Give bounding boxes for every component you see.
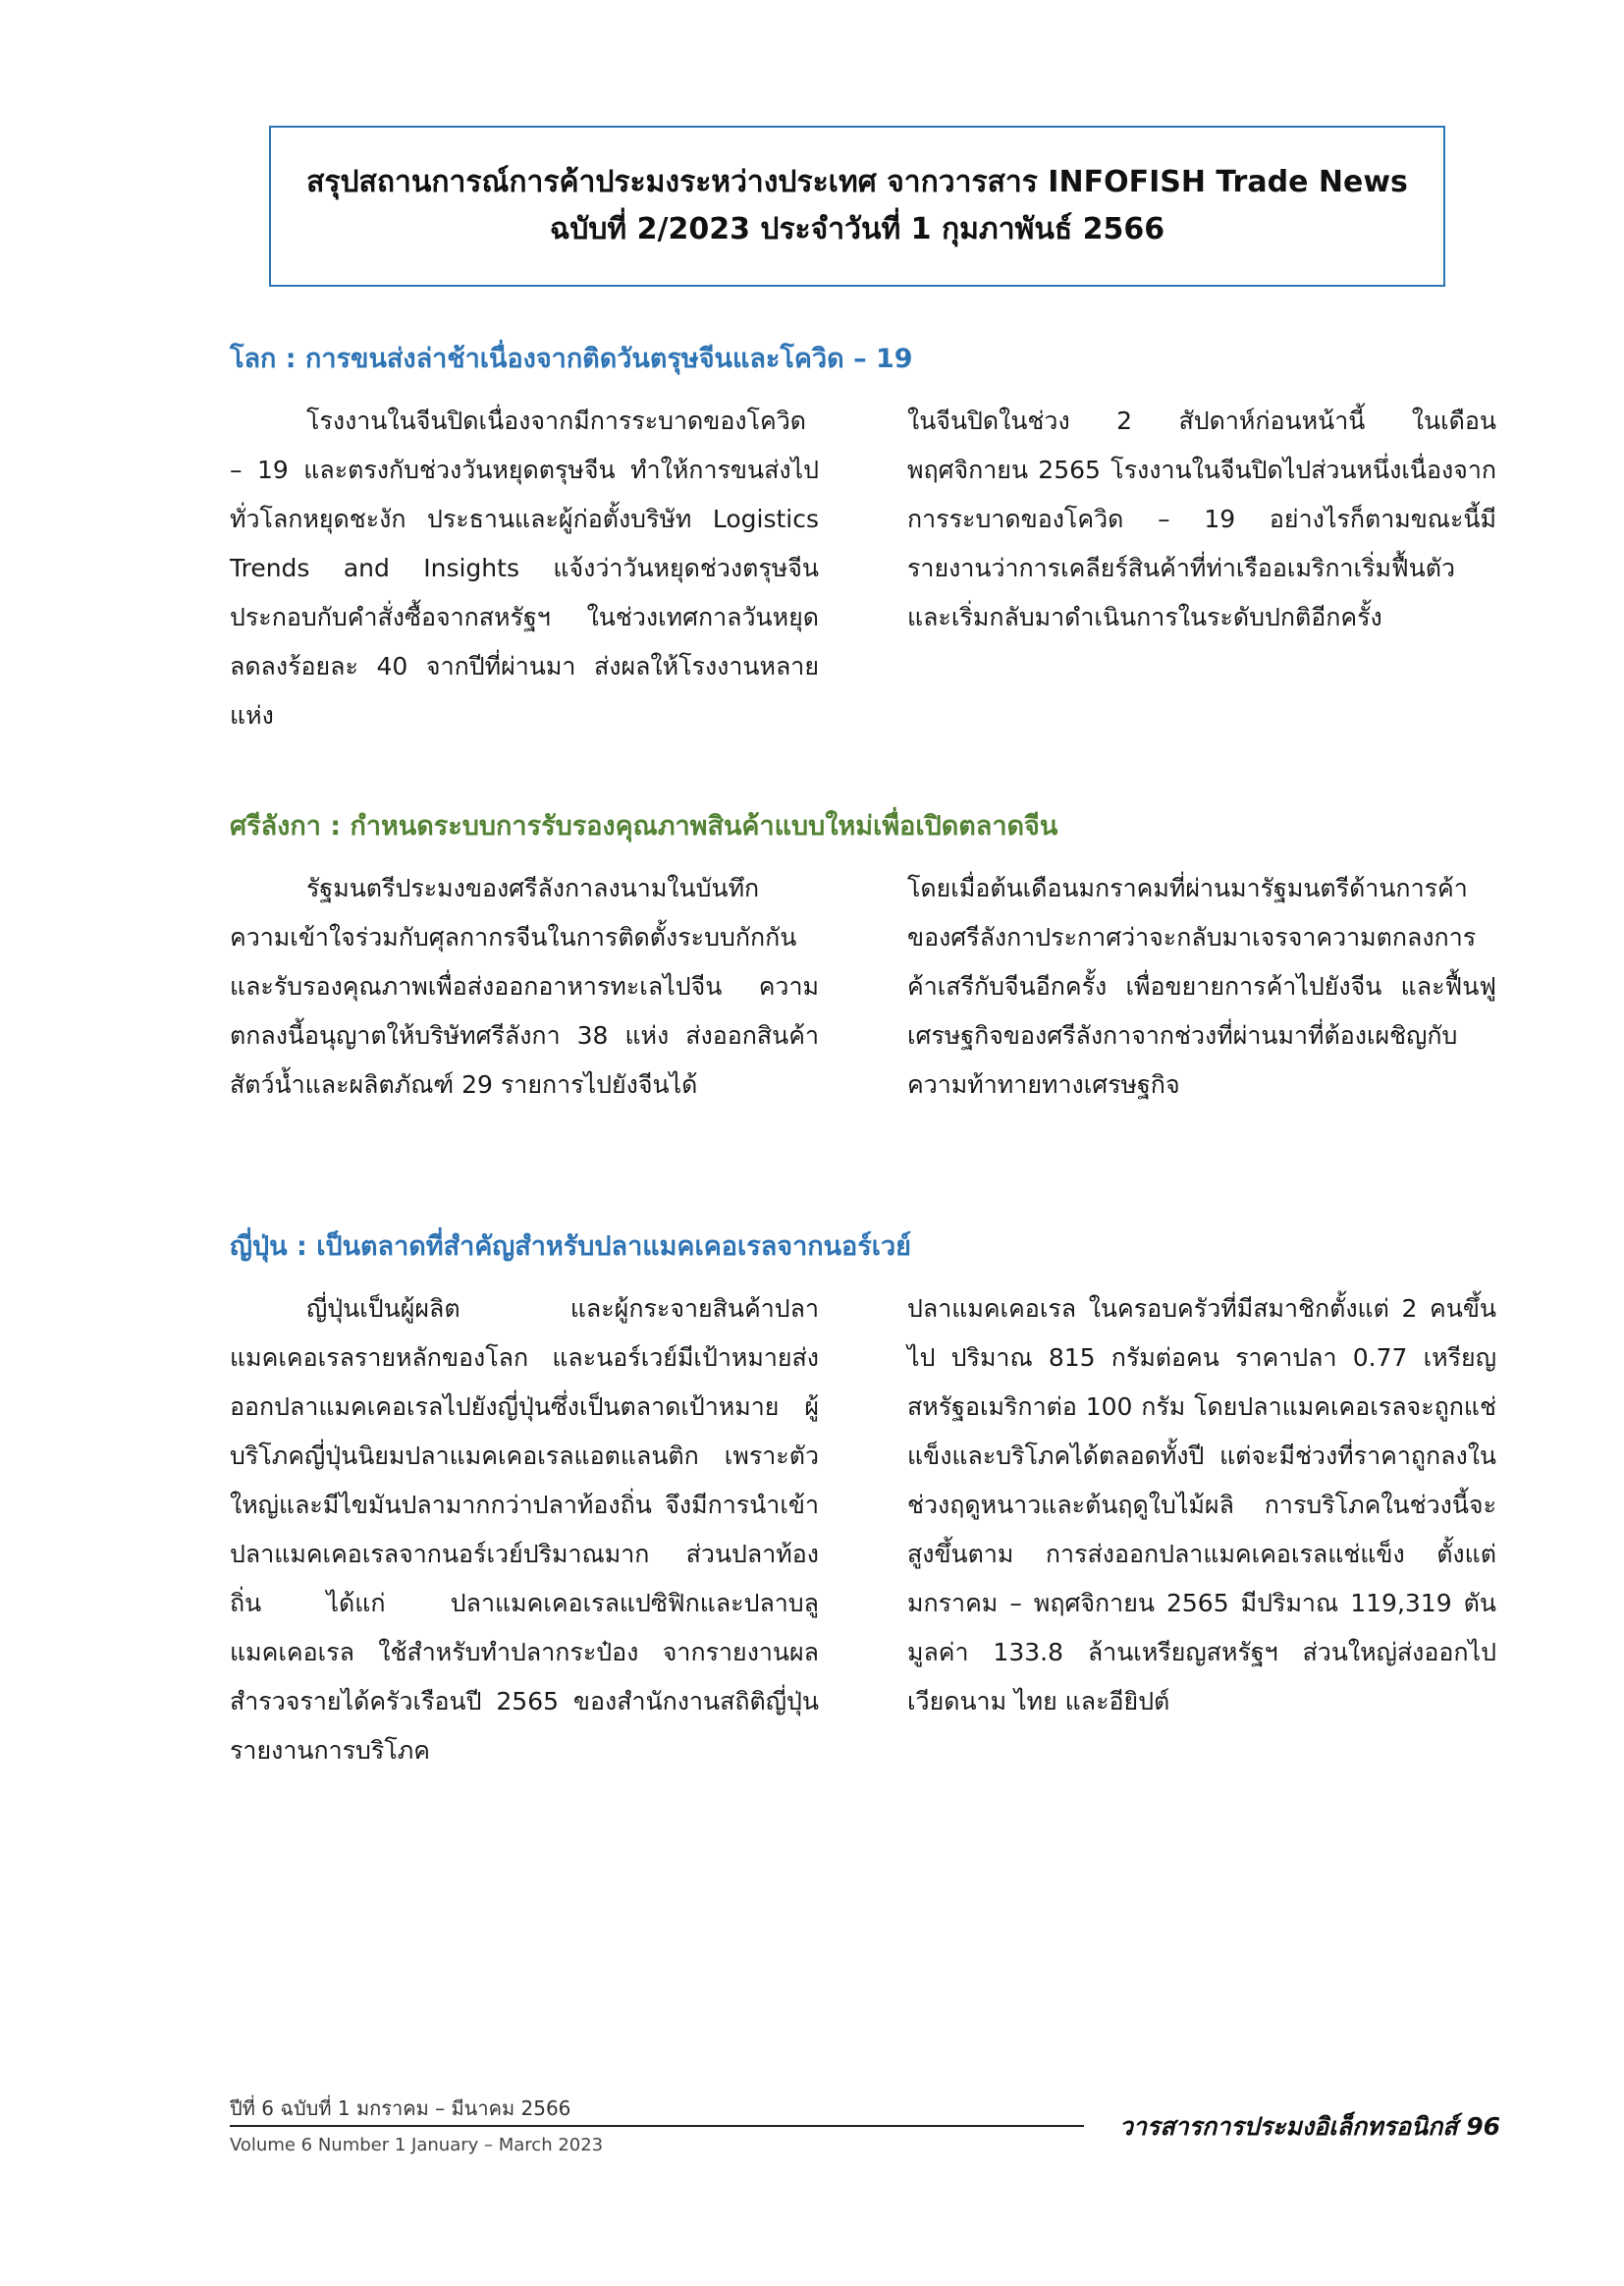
section-columns [230, 1284, 1496, 1775]
title-box [269, 126, 1445, 287]
footer-divider [230, 2125, 1084, 2127]
column-left [230, 864, 819, 1110]
section-heading-japan: ญี่ปุ่น : เป็นตลาดที่สำคัญสำหรับปลาแมคเคอเรลจากนอร์เวย์ [230, 1231, 911, 1262]
section-japan [230, 1227, 1496, 1775]
title-line-1: สรุปสถานการณ์การค้าประมงระหว่างประเทศ จากวารสาร INFOFISH Trade News [306, 165, 1408, 199]
section-world [230, 340, 1496, 740]
footer-english-issue: Volume 6 Number 1 January – March 2023 [230, 2135, 604, 2155]
paragraph-left: โรงงานในจีนปิดเนื่องจากมีการระบาดของโควิด – 19 และตรงกับช่วงวันหยุดตรุษจีน ทำให้การขนส่งไปทั่วโลกหยุดชะงัก ประธานและผู้ก่อตั้งบริษัท Logistics Trends and Insights แจ้งว่าวันหยุดช่วงตรุษจีน ประกอบกับคำสั่งซื้อจากสหรัฐฯ ในช่วงเทศกาลวันหยุดลดลงร้อยละ 40 จากปีที่ผ่านมา ส่งผลให้โรงงานหลายแห่ง [230, 407, 819, 730]
section-columns [230, 397, 1496, 740]
section-heading-sri-lanka: ศรีลังกา : กำหนดระบบการรับรองคุณภาพสินค้าแบบใหม่เพื่อเปิดตลาดจีน [230, 811, 1058, 842]
column-right [907, 1284, 1496, 1775]
column-right [907, 864, 1496, 1110]
paragraph-left: ญี่ปุ่นเป็นผู้ผลิต และผู้กระจายสินค้าปลาแมคเคอเรลรายหลักของโลก และนอร์เวย์มีเป้าหมายส่งออกปลาแมคเคอเรลไปยังญี่ปุ่นซึ่งเป็นตลาดเป้าหมาย ผู้บริโภคญี่ปุ่นนิยมปลาแมคเคอเรลแอตแลนติก เพราะตัวใหญ่และมีไขมันปลามากกว่าปลาท้องถิ่น จึงมีการนำเข้าปลาแมคเคอเรลจากนอร์เวย์ปริมาณมาก ส่วนปลาท้องถิ่น ได้แก่ ปลาแมคเคอเรลแปซิฟิกและปลาบลูแมคเคอเรล ใช้สำหรับทำปลากระป๋อง จากรายงานผลสำรวจรายได้ครัวเรือนปี 2565 ของสำนักงานสถิติญี่ปุ่น รายงานการบริโภค [230, 1294, 819, 1765]
section-sri-lanka [230, 807, 1496, 1110]
paragraph-right: ในจีนปิดในช่วง 2 สัปดาห์ก่อนหน้านี้ ในเดือนพฤศจิกายน 2565 โรงงานในจีนปิดไปส่วนหนึ่งเนื่องจากการระบาดของโควิด – 19 อย่างไรก็ตามขณะนี้มีรายงานว่าการเคลียร์สินค้าที่ท่าเรืออเมริกาเริ่มฟื้นตัวและเริ่มกลับมาดำเนินการในระดับปกติอีกครั้ง [907, 407, 1496, 631]
column-left [230, 1284, 819, 1775]
footer-journal-page: วารสารการประมงอิเล็กทรอนิกส์ 96 [1118, 2112, 1500, 2141]
section-heading-world: โลก : การขนส่งล่าช้าเนื่องจากติดวันตรุษจีนและโควิด – 19 [230, 344, 913, 374]
paragraph-left: รัฐมนตรีประมงของศรีลังกาลงนามในบันทึกความเข้าใจร่วมกับศุลกากรจีนในการติดตั้งระบบกักกัน และรับรองคุณภาพเพื่อส่งออกอาหารทะเลไปจีน ความตกลงนี้อนุญาตให้บริษัทศรีลังกา 38 แห่ง ส่งออกสินค้าสัตว์น้ำและผลิตภัณฑ์ 29 รายการไปยังจีนได้ [230, 874, 819, 1099]
section-columns [230, 864, 1496, 1110]
column-right [907, 397, 1496, 740]
paragraph-right: โดยเมื่อต้นเดือนมกราคมที่ผ่านมารัฐมนตรีด้านการค้าของศรีลังกาประกาศว่าจะกลับมาเจรจาความตกลงการค้าเสรีกับจีนอีกครั้ง เพื่อขยายการค้าไปยังจีน และฟื้นฟูเศรษฐกิจของศรีลังกาจากช่วงที่ผ่านมาที่ต้องเผชิญกับความท้าทายทางเศรษฐกิจ [907, 874, 1496, 1099]
title-line-2: ฉบับที่ 2/2023 ประจำวันที่ 1 กุมภาพันธ์ 2566 [549, 212, 1165, 246]
paragraph-right: ปลาแมคเคอเรล ในครอบครัวที่มีสมาชิกตั้งแต่ 2 คนขึ้นไป ปริมาณ 815 กรัมต่อคน ราคาปลา 0.77 เหรียญสหรัฐอเมริกาต่อ 100 กรัม โดยปลาแมคเคอเรลจะถูกแช่แข็งและบริโภคได้ตลอดทั้งปี แต่จะมีช่วงที่ราคาถูกลงในช่วงฤดูหนาวและต้นฤดูใบไม้ผลิ การบริโภคในช่วงนี้จะสูงขึ้นตาม การส่งออกปลาแมคเคอเรลแช่แข็ง ตั้งแต่มกราคม – พฤศจิกายน 2565 มีปริมาณ 119,319 ตัน มูลค่า 133.8 ล้านเหรียญสหรัฐฯ ส่วนใหญ่ส่งออกไปเวียดนาม ไทย และอียิปต์ [907, 1294, 1496, 1715]
column-left [230, 397, 819, 740]
footer-thai-issue: ปีที่ 6 ฉบับที่ 1 มกราคม – มีนาคม 2566 [230, 2096, 571, 2120]
